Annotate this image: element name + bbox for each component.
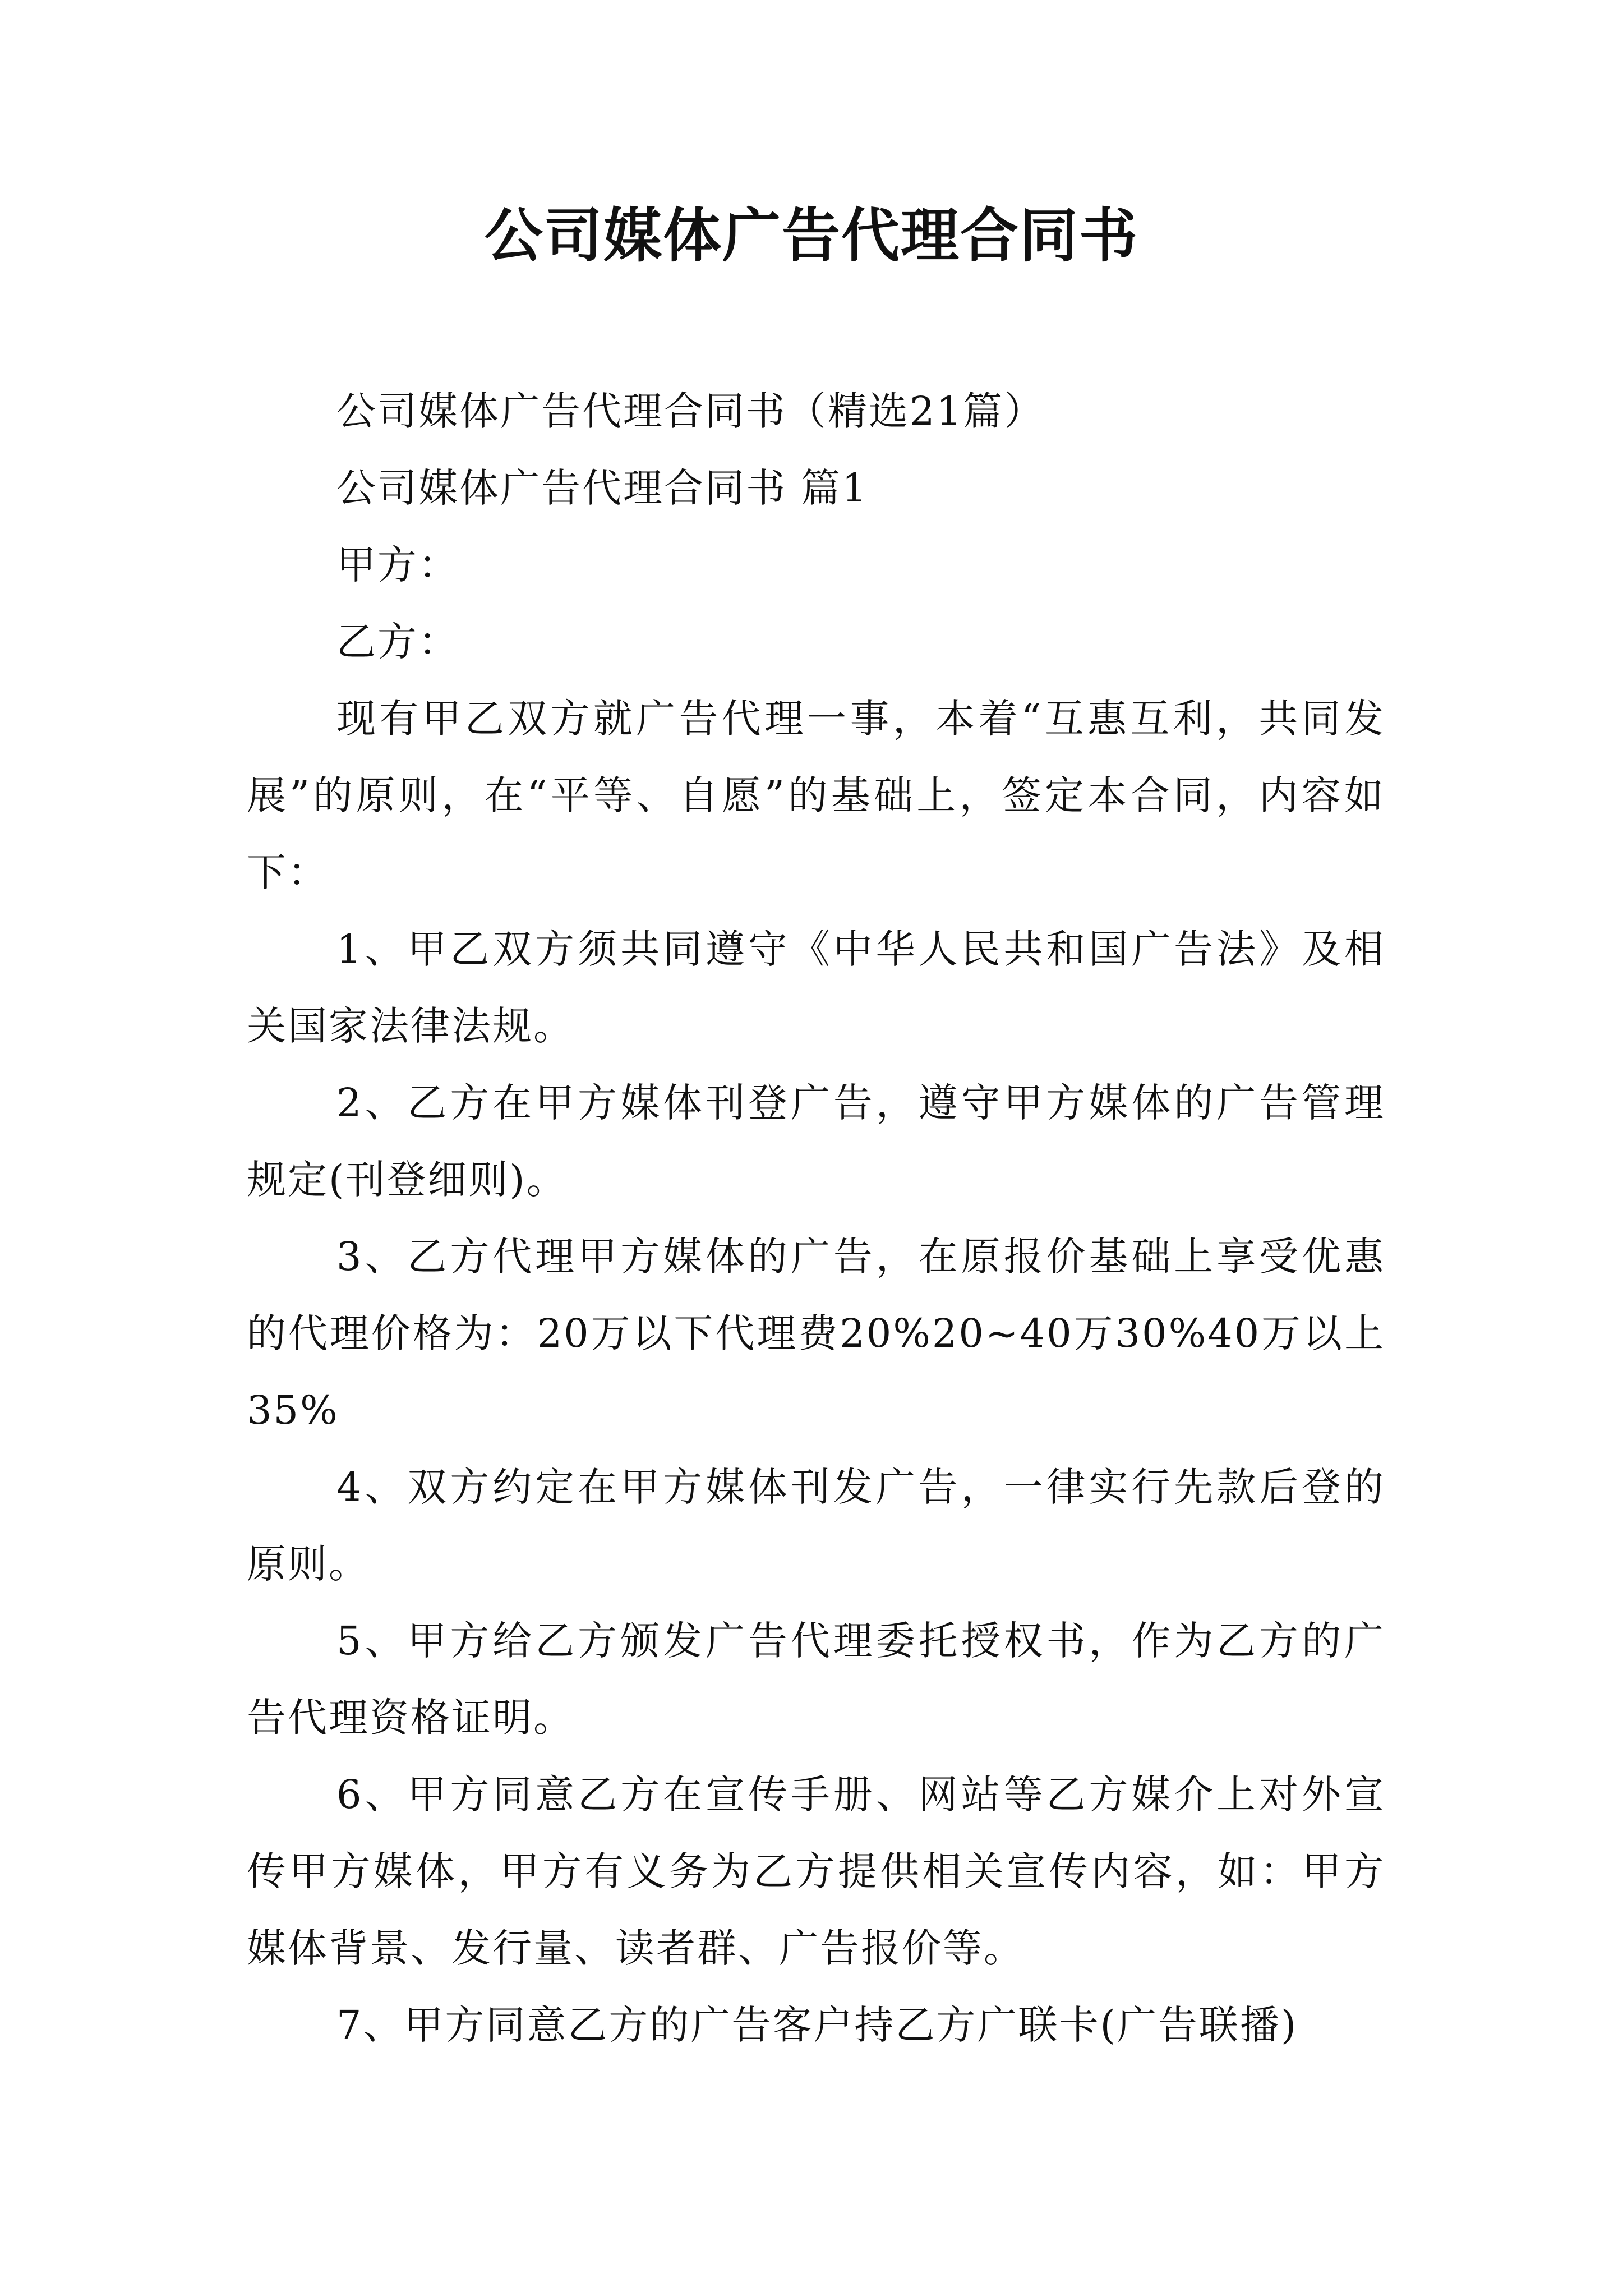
paragraph-party-a: 甲方： xyxy=(336,542,459,588)
paragraph-clause-2: 2、乙方在甲方媒体刊登广告，遵守甲方媒体的广告管理规定(刊登细则)。 xyxy=(247,1080,1385,1203)
paragraph-preamble: 现有甲乙双方就广告代理一事，本着“互惠互利，共同发展”的原则，在“平等、自愿”的基础上，签定本合同，内容如下： xyxy=(247,696,1385,895)
paragraph-clause-4: 4、双方约定在甲方媒体刊发广告，一律实行先款后登的原则。 xyxy=(247,1464,1385,1587)
paragraph-clause-5: 5、甲方给乙方颁发广告代理委托授权书，作为乙方的广告代理资格证明。 xyxy=(247,1618,1385,1741)
paragraph-section-heading: 公司媒体广告代理合同书 篇1 xyxy=(336,465,869,511)
document-body xyxy=(247,373,1385,2064)
document-title: 公司媒体广告代理合同书 xyxy=(484,201,1138,270)
paragraph-clause-7: 7、甲方同意乙方的广告客户持乙方广联卡(广告联播) xyxy=(336,2002,1298,2048)
paragraph-clause-3: 3、乙方代理甲方媒体的广告，在原报价基础上享受优惠的代理价格为：20万以下代理费20%20~40万30%40万以上35% xyxy=(247,1234,1385,1433)
paragraph-party-b: 乙方： xyxy=(336,619,459,665)
paragraph-clause-1: 1、甲乙双方须共同遵守《中华人民共和国广告法》及相关国家法律法规。 xyxy=(247,926,1385,1049)
paragraph-subtitle: 公司媒体广告代理合同书（精选21篇） xyxy=(336,388,1045,434)
paragraph-clause-6: 6、甲方同意乙方在宣传手册、网站等乙方媒介上对外宣传甲方媒体，甲方有义务为乙方提供相关宣传内容，如：甲方媒体背景、发行量、读者群、广告报价等。 xyxy=(247,1772,1385,1971)
